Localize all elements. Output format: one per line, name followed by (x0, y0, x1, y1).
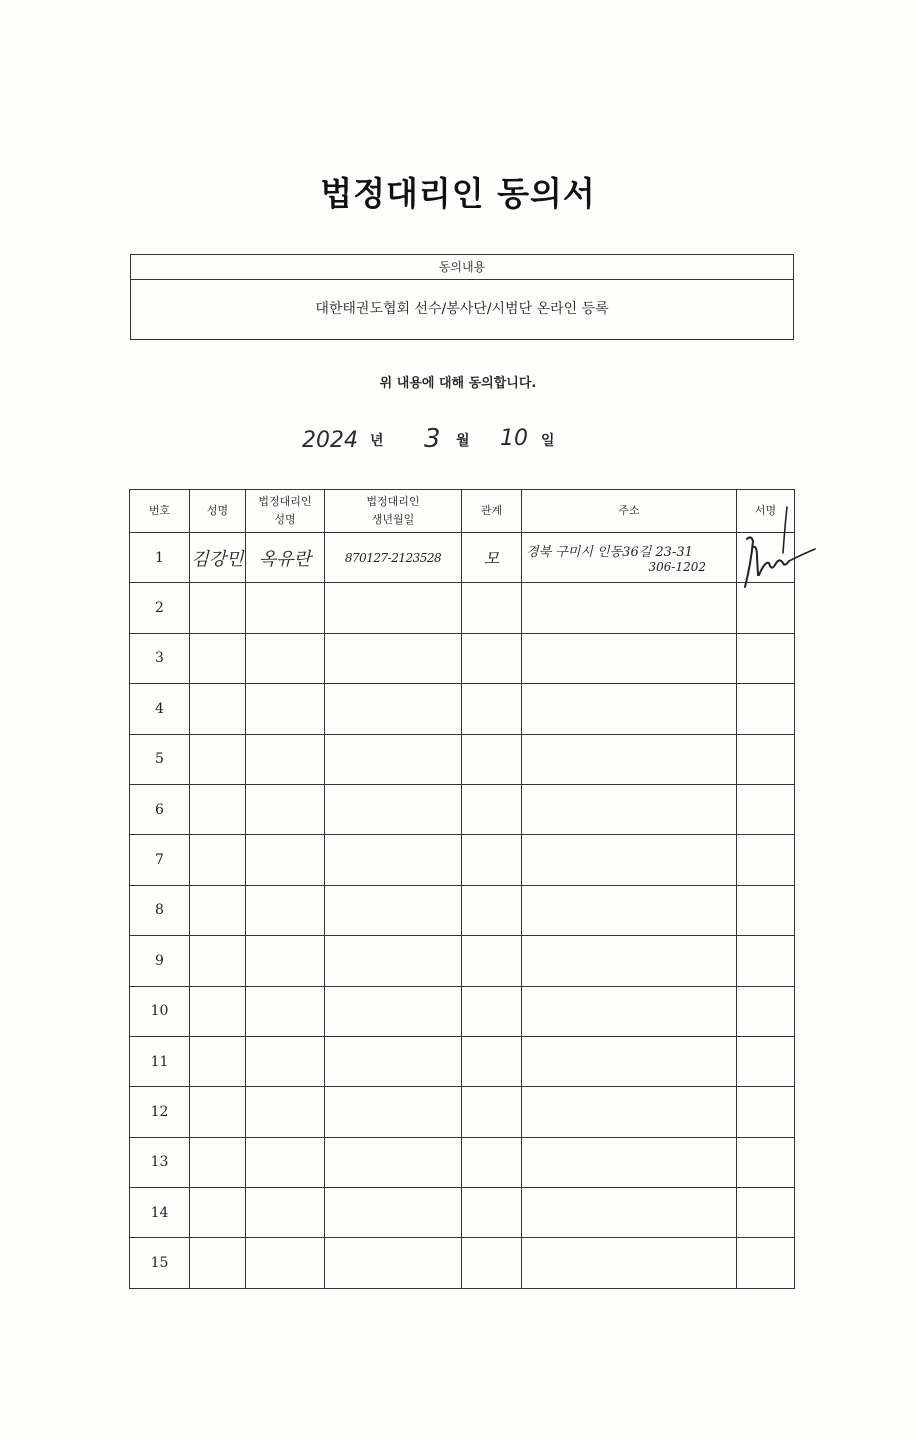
header-guardian-name-line1: 법정대리인 (258, 495, 312, 508)
row-address (522, 734, 737, 784)
consent-content-header: 동의내용 (131, 255, 793, 280)
row-number: 11 (130, 1036, 190, 1086)
row-address (522, 885, 737, 935)
row-signature (737, 1188, 795, 1238)
row-guardian-name: 옥유란 (246, 533, 325, 583)
row-number: 6 (130, 784, 190, 834)
table-row (130, 583, 795, 633)
header-guardian-birth-line1: 법정대리인 (366, 495, 420, 508)
row-name (190, 583, 246, 633)
header-guardian-birth-line2: 생년월일 (371, 513, 415, 526)
row-guardian-name (246, 835, 325, 885)
row-address (522, 533, 737, 583)
row-name (190, 633, 246, 683)
row-guardian-name (246, 1188, 325, 1238)
row-guardian-birth (325, 1087, 462, 1137)
row-address (522, 583, 737, 633)
table-row (130, 784, 795, 834)
row-name (190, 734, 246, 784)
table-row (130, 533, 795, 583)
row-address (522, 684, 737, 734)
row-name: 김강민 (190, 533, 246, 583)
header-number: 번호 (130, 490, 190, 533)
row-guardian-birth (325, 986, 462, 1036)
header-guardian-name-line2: 성명 (274, 513, 296, 526)
row-relation (462, 734, 522, 784)
row-name (190, 835, 246, 885)
row-guardian-birth (325, 784, 462, 834)
header-address: 주소 (522, 490, 737, 533)
row-name (190, 1087, 246, 1137)
row-address (522, 1188, 737, 1238)
row-guardian-name (246, 1036, 325, 1086)
row-name (190, 684, 246, 734)
row-name (190, 1137, 246, 1187)
row-relation (462, 835, 522, 885)
row-relation (462, 1036, 522, 1086)
row-relation (462, 784, 522, 834)
row-guardian-birth (325, 1188, 462, 1238)
row-address (522, 1087, 737, 1137)
table-row (130, 1238, 795, 1288)
row-address (522, 1238, 737, 1288)
row-address (522, 835, 737, 885)
row-relation: 모 (462, 533, 522, 583)
row-relation (462, 1188, 522, 1238)
handwritten-signature (735, 505, 825, 595)
row-relation (462, 1087, 522, 1137)
row-address (522, 633, 737, 683)
row-number: 3 (130, 633, 190, 683)
row-signature (737, 1087, 795, 1137)
row-relation (462, 684, 522, 734)
row-relation (462, 885, 522, 935)
agreement-statement: 위 내용에 대해 동의합니다. (379, 376, 537, 391)
row-number: 2 (130, 583, 190, 633)
header-signature: 서명 (737, 490, 795, 533)
row-name (190, 1238, 246, 1288)
row-signature (737, 1238, 795, 1288)
consent-content-box (130, 254, 794, 340)
row-number: 7 (130, 835, 190, 885)
row-guardian-birth (325, 1137, 462, 1187)
row-number: 8 (130, 885, 190, 935)
row-signature (737, 784, 795, 834)
row-guardian-birth (325, 885, 462, 935)
row-relation (462, 986, 522, 1036)
row-name (190, 1188, 246, 1238)
row-guardian-name (246, 1137, 325, 1187)
row-signature (737, 885, 795, 935)
row-number: 12 (130, 1087, 190, 1137)
row-relation (462, 1137, 522, 1187)
table-row (130, 1036, 795, 1086)
row-guardian-birth (325, 734, 462, 784)
row-relation (462, 633, 522, 683)
row-name (190, 1036, 246, 1086)
header-guardian-birth (325, 490, 462, 533)
row-relation (462, 583, 522, 633)
row-name (190, 936, 246, 986)
table-header-row (130, 490, 795, 533)
row-number: 4 (130, 684, 190, 734)
table-row (130, 835, 795, 885)
row-number: 14 (130, 1188, 190, 1238)
header-guardian-name (246, 490, 325, 533)
date-year-unit: 년 (370, 433, 384, 449)
row-signature (737, 986, 795, 1036)
row-address (522, 784, 737, 834)
row-address-line2: 306-1202 (648, 560, 706, 575)
row-guardian-name (246, 885, 325, 935)
row-number: 15 (130, 1238, 190, 1288)
row-signature (737, 835, 795, 885)
row-guardian-birth (325, 583, 462, 633)
row-number: 1 (130, 533, 190, 583)
row-guardian-name (246, 633, 325, 683)
table-row (130, 936, 795, 986)
row-signature (737, 734, 795, 784)
row-guardian-birth (325, 936, 462, 986)
date-day: 10 (500, 426, 528, 451)
row-number: 13 (130, 1137, 190, 1187)
row-signature (737, 1137, 795, 1187)
date-month: 3 (424, 424, 441, 454)
guardian-consent-table (129, 489, 795, 1289)
row-guardian-name (246, 583, 325, 633)
row-address-line1: 경북 구미시 인동36길 23-31 (526, 545, 693, 561)
row-name (190, 986, 246, 1036)
consent-content-body: 대한태권도협회 선수/봉사단/시범단 온라인 등록 (315, 301, 609, 317)
row-guardian-birth: 870127-2123528 (325, 533, 462, 583)
table-row (130, 1188, 795, 1238)
table-row (130, 986, 795, 1036)
row-number: 10 (130, 986, 190, 1036)
row-signature (737, 936, 795, 986)
row-signature (737, 633, 795, 683)
row-guardian-birth (325, 1238, 462, 1288)
row-name (190, 784, 246, 834)
row-address (522, 1137, 737, 1187)
header-relation: 관계 (462, 490, 522, 533)
row-signature (737, 684, 795, 734)
row-guardian-name (246, 1238, 325, 1288)
row-guardian-name (246, 986, 325, 1036)
row-address (522, 1036, 737, 1086)
row-guardian-birth (325, 1036, 462, 1086)
date-month-unit: 월 (456, 433, 470, 449)
date-day-unit: 일 (541, 433, 555, 449)
row-address (522, 986, 737, 1036)
row-name (190, 885, 246, 935)
row-number: 5 (130, 734, 190, 784)
row-guardian-name (246, 936, 325, 986)
row-relation (462, 936, 522, 986)
row-address (522, 936, 737, 986)
row-guardian-birth (325, 633, 462, 683)
header-name: 성명 (190, 490, 246, 533)
table-row (130, 1137, 795, 1187)
date-year: 2024 (302, 428, 358, 453)
table-row (130, 734, 795, 784)
row-relation (462, 1238, 522, 1288)
row-guardian-name (246, 684, 325, 734)
row-guardian-name (246, 1087, 325, 1137)
table-row (130, 885, 795, 935)
page-title: 법정대리인 동의서 (320, 174, 596, 213)
table-row (130, 1087, 795, 1137)
row-guardian-name (246, 784, 325, 834)
row-guardian-birth (325, 684, 462, 734)
row-guardian-name (246, 734, 325, 784)
row-signature (737, 1036, 795, 1086)
row-guardian-birth (325, 835, 462, 885)
table-row (130, 633, 795, 683)
table-row (130, 684, 795, 734)
row-number: 9 (130, 936, 190, 986)
